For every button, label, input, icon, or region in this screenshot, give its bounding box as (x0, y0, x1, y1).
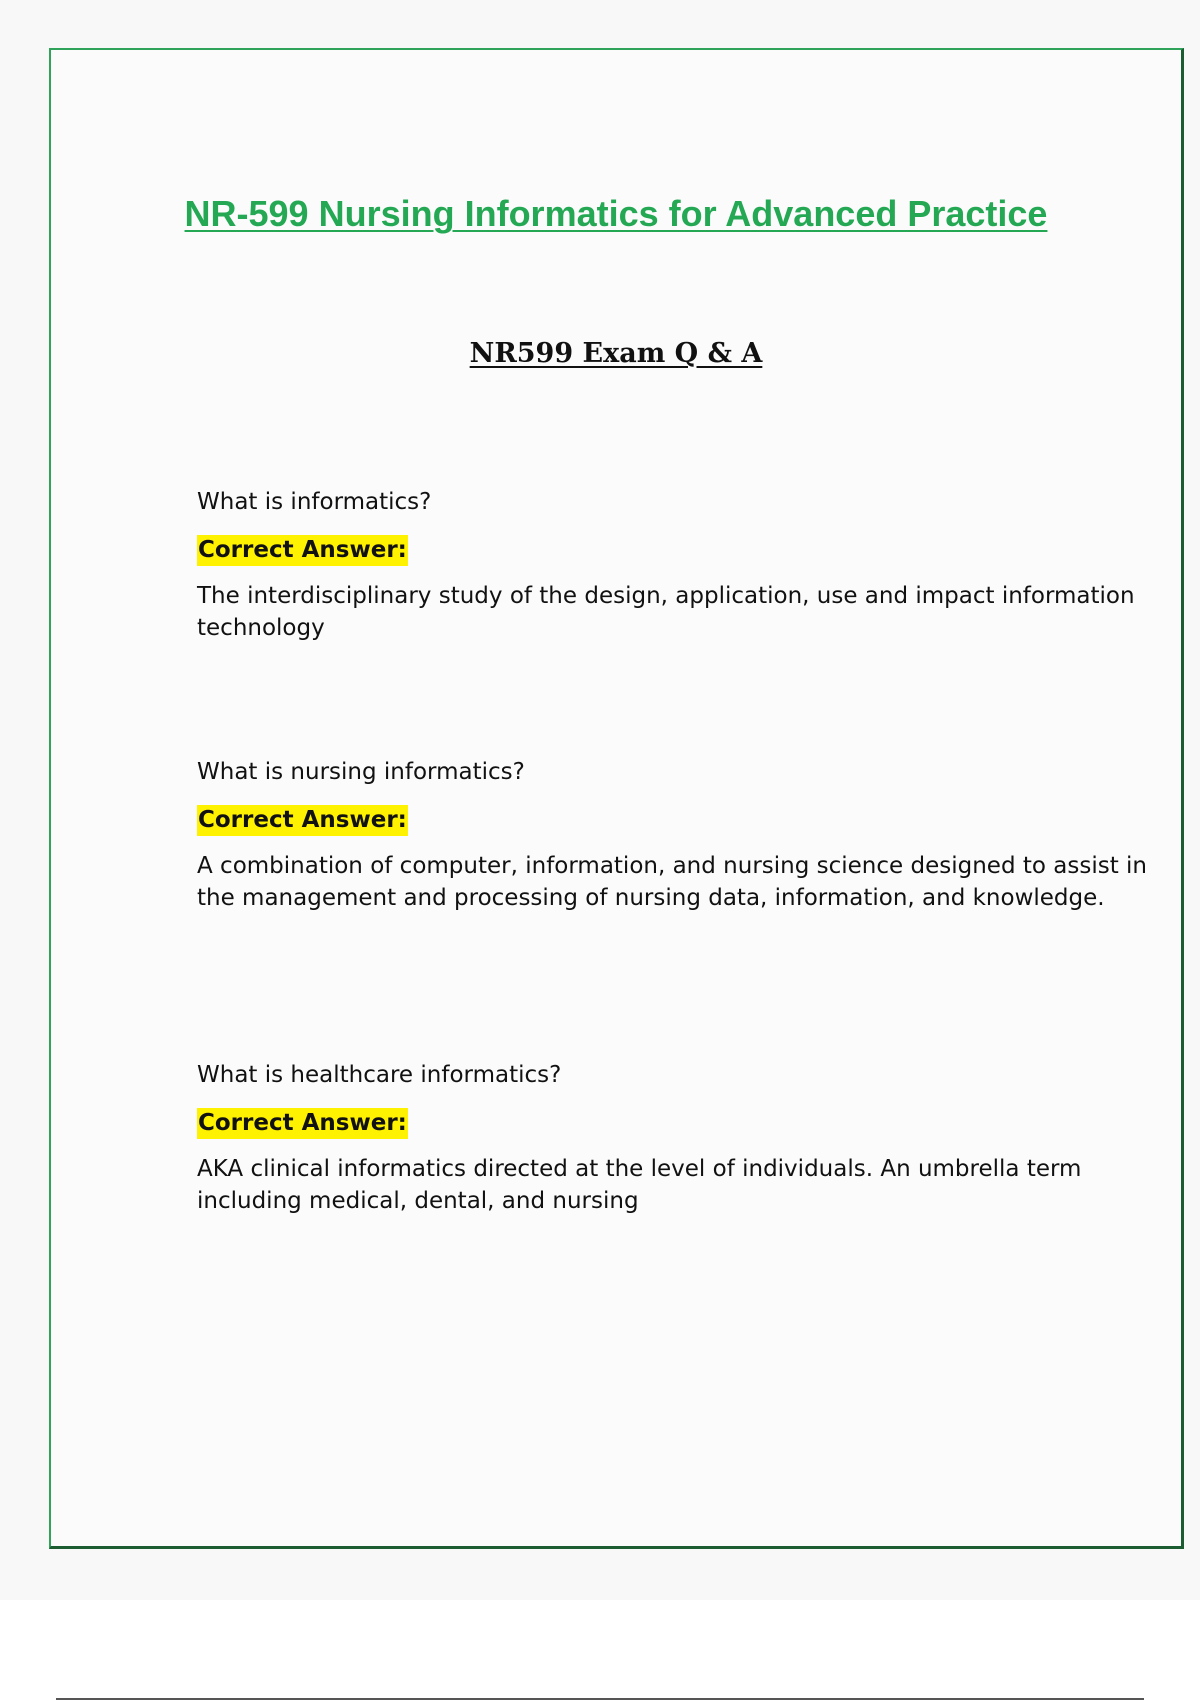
correct-answer-label-2: Correct Answer: (197, 805, 408, 836)
question-1: What is informatics? (197, 489, 432, 515)
answer-3: AKA clinical informatics directed at the level of individuals. An umbrella term including medical, dental, and nursing (197, 1156, 1082, 1214)
document-title (51, 192, 1181, 235)
answer-1: The interdisciplinary study of the design, application, use and impact information technology (197, 583, 1135, 641)
document-page (49, 48, 1184, 1549)
document-subtitle-text: NR599 Exam Q & A (469, 338, 763, 369)
qa-item-3 (197, 1059, 1147, 1217)
document-subtitle (51, 338, 1181, 370)
document-title-text: NR-599 Nursing Informatics for Advanced Practice (184, 193, 1048, 234)
question-2: What is nursing informatics? (197, 759, 525, 785)
correct-answer-label-3: Correct Answer: (197, 1108, 408, 1139)
answer-2: A combination of computer, information, and nursing science designed to assist in the management and processing of nursing data, information, and knowledge. (197, 853, 1147, 911)
question-3: What is healthcare informatics? (197, 1062, 562, 1088)
qa-item-1 (197, 486, 1147, 644)
qa-item-2 (197, 756, 1147, 914)
correct-answer-label-1: Correct Answer: (197, 535, 408, 566)
